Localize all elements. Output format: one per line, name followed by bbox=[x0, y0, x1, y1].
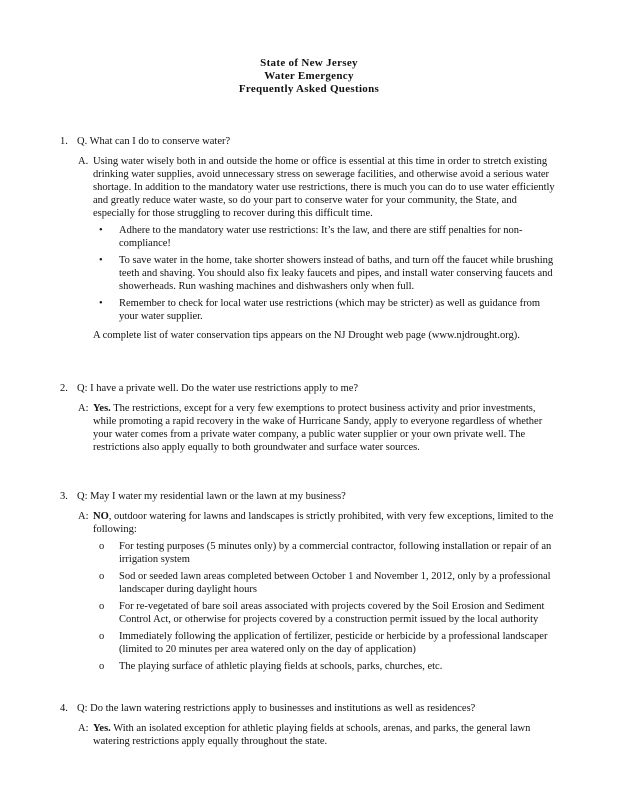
q3-answer bbox=[78, 510, 561, 677]
circle-marker: o bbox=[99, 631, 105, 642]
q3-answer-paragraph bbox=[93, 510, 561, 536]
q1-answer-text: Using water wisely both in and outside the home or office is essential at this time in order to stretch existing drinking water supplies, avoid unnecessary stress on sewerage facilities, and otherwise avoid a serious water shortage. In addition to the mandatory water use restrictions, there is much you can do to use water efficiently and greatly reduce water waste, so do your part to conserve water for your community, the State, and especially for those struggling to recover during this difficult time. bbox=[93, 156, 555, 219]
q1-number: 1. bbox=[60, 136, 68, 147]
q3-exception-item bbox=[93, 600, 561, 626]
bullet-marker: • bbox=[99, 255, 103, 266]
q3-exception-text: The playing surface of athletic playing fields at schools, parks, churches, etc. bbox=[119, 661, 443, 672]
q1-note: A complete list of water conservation tips appears on the NJ Drought web page (www.njdrought.org). bbox=[93, 330, 520, 341]
circle-marker: o bbox=[99, 661, 105, 672]
q4-answer-lead: A: bbox=[78, 723, 89, 734]
q1-question: Q. What can I do to conserve water? bbox=[77, 136, 231, 147]
q4-answer-text: With an isolated exception for athletic playing fields at schools, arenas, and parks, the general lawn watering restrictions apply equally throughout the state. bbox=[93, 723, 531, 747]
q3-exception-text: For re-vegetated of bare soil areas associated with projects covered by the Soil Erosion and Sediment Control Act, or otherwise for projects covered by a construction permit issued by the local authority bbox=[119, 601, 545, 625]
circle-marker: o bbox=[99, 601, 105, 612]
q2-answer-lead: A: bbox=[78, 403, 89, 414]
q2-answer bbox=[78, 402, 561, 454]
q1-bullet-item bbox=[93, 297, 561, 323]
q2-answer-paragraph bbox=[93, 402, 561, 454]
circle-marker: o bbox=[99, 541, 105, 552]
q3-exception-item bbox=[93, 570, 561, 596]
q3-exception-list bbox=[93, 540, 561, 673]
q3-answer-text: , outdoor watering for lawns and landscapes is strictly prohibited, with very few exceptions, limited to the following: bbox=[93, 511, 554, 535]
title-line-emergency: Water Emergency bbox=[264, 70, 354, 82]
document-title bbox=[0, 57, 618, 96]
q1-bullet-text: Remember to check for local water use restrictions (which may be stricter) as well as guidance from your water supplier. bbox=[119, 298, 541, 322]
title-line-state: State of New Jersey bbox=[260, 57, 358, 69]
q1-answer-lead: A. bbox=[78, 156, 89, 167]
bullet-marker: • bbox=[99, 298, 103, 309]
q2-answer-text: The restrictions, except for a very few exemptions to protect business activity and prior investments, while promoting a rapid recovery in the wake of Hurricane Sandy, apply to everyone regardless of whether your water comes from a private water company, a public water supplier or your own private well. The restrictions also apply equally to both groundwater and surface water sources. bbox=[93, 403, 543, 453]
title-line-faq: Frequently Asked Questions bbox=[238, 83, 380, 95]
q2-number: 2. bbox=[60, 383, 68, 394]
q3-exception-item bbox=[93, 630, 561, 656]
q1-bullet-text: To save water in the home, take shorter showers instead of baths, and turn off the faucet while brushing teeth and shaving. You should also fix leaky faucets and pipes, and install water conserving faucets and showerheads. Run washing machines and dishwashers only when full. bbox=[119, 255, 554, 292]
q4-answer bbox=[78, 722, 561, 748]
q3-exception-item bbox=[93, 540, 561, 566]
q1-bullet-item bbox=[93, 254, 561, 293]
q3-answer-no: NO bbox=[93, 511, 109, 522]
q4-answer-paragraph bbox=[93, 722, 561, 748]
q3-answer-lead: A: bbox=[78, 511, 89, 522]
q1-bullet-list bbox=[93, 224, 561, 323]
q2-question: Q: I have a private well. Do the water use restrictions apply to me? bbox=[77, 383, 359, 394]
q3-number: 3. bbox=[60, 491, 68, 502]
q3-exception-text: Immediately following the application of fertilizer, pesticide or herbicide by a professional landscaper (limited to 20 minutes per area watered only on the day of application) bbox=[119, 631, 548, 655]
q3-exception-text: For testing purposes (5 minutes only) by a commercial contractor, following installation or repair of an irrigation system bbox=[119, 541, 552, 565]
circle-marker: o bbox=[99, 571, 105, 582]
q2-answer-yes: Yes. bbox=[93, 403, 111, 414]
q1-answer bbox=[78, 155, 561, 342]
q1-bullet-text: Adhere to the mandatory water use restrictions: It’s the law, and there are stiff penalties for non-compliance! bbox=[119, 225, 523, 249]
q3-exception-text: Sod or seeded lawn areas completed between October 1 and November 1, 2012, only by a professional landscaper during daylight hours bbox=[119, 571, 551, 595]
bullet-marker: • bbox=[99, 225, 103, 236]
q4-question: Q: Do the lawn watering restrictions apply to businesses and institutions as well as residences? bbox=[77, 703, 476, 714]
q3-exception-item bbox=[93, 660, 561, 673]
q1-bullet-item bbox=[93, 224, 561, 250]
q3-question: Q: May I water my residential lawn or the lawn at my business? bbox=[77, 491, 346, 502]
q4-answer-yes: Yes. bbox=[93, 723, 111, 734]
q4-number: 4. bbox=[60, 703, 68, 714]
